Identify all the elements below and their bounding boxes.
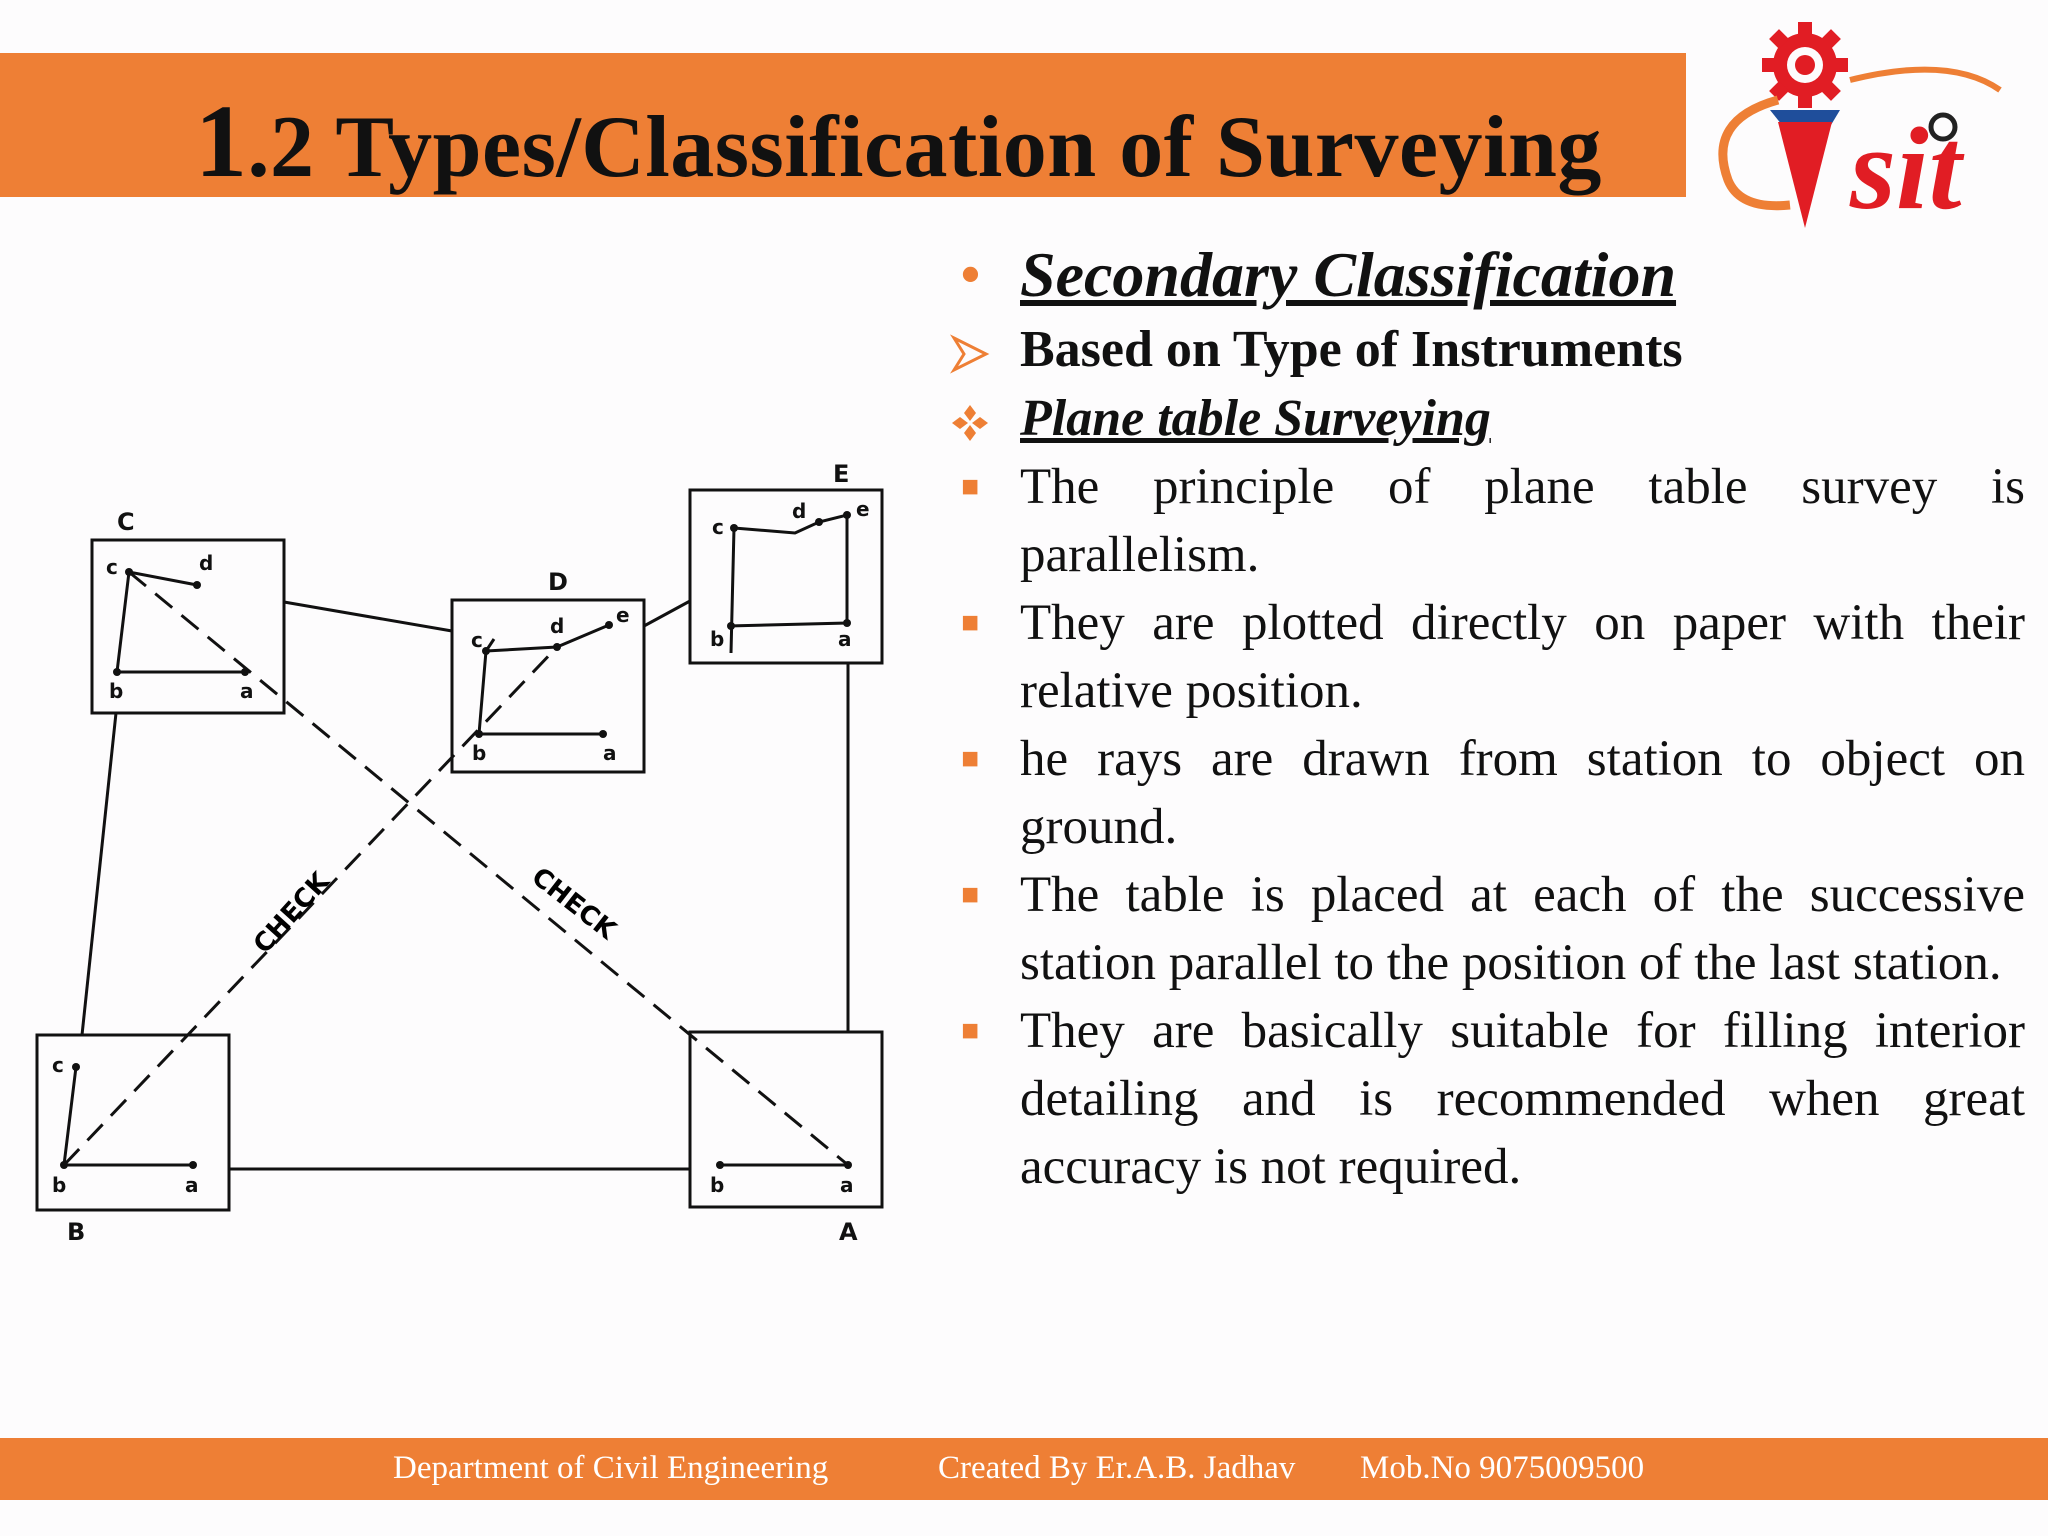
point-label: a	[603, 741, 617, 765]
logo-text: sit	[1850, 103, 1962, 234]
point-label: a	[840, 1173, 854, 1197]
square-bullet-icon: ■	[960, 606, 980, 639]
bullet-item	[940, 861, 2025, 997]
point-label: d	[792, 499, 807, 523]
point-label: c	[471, 628, 483, 652]
title-number: 1	[195, 84, 248, 199]
station-label-b: B	[67, 1218, 86, 1246]
section-heading	[940, 235, 2025, 315]
bullet-text: They are plotted directly on paper with their relative position.	[1020, 595, 2025, 719]
bullet-item	[940, 453, 2025, 589]
arrow-bullet-icon	[940, 315, 1000, 385]
bullet-text: The table is placed at each of the successive station parallel to the position of the last station.	[1020, 867, 2025, 991]
point-label: b	[710, 627, 725, 651]
point-label: a	[838, 627, 852, 651]
topic-heading	[940, 385, 2025, 453]
point-label: c	[52, 1053, 64, 1077]
point-label: c	[106, 555, 118, 579]
title-text: .2 Types/Classification of Surveying	[247, 99, 1602, 196]
subheading-text: Based on Type of Instruments	[1020, 321, 1683, 378]
point-label: b	[109, 679, 124, 703]
heading-text: Secondary Classification	[1020, 239, 1677, 310]
square-bullet-icon: ■	[960, 1014, 980, 1047]
plane-table-diagram	[20, 440, 900, 1260]
page-title	[195, 82, 1602, 201]
point-label: b	[710, 1173, 725, 1197]
bullet-item	[940, 997, 2025, 1201]
institute-logo	[1700, 10, 2012, 240]
check-label: CHECK	[247, 866, 336, 960]
square-bullet-icon: ■	[960, 470, 980, 503]
footer-bar	[0, 1438, 2048, 1500]
station-label-a: A	[839, 1218, 858, 1246]
topic-text: Plane table Surveying	[1020, 390, 1491, 447]
point-label: e	[616, 603, 630, 627]
point-label: b	[472, 741, 487, 765]
content-panel	[940, 235, 2025, 1201]
bullet-item	[940, 589, 2025, 725]
bullet-item	[940, 725, 2025, 861]
check-label: CHECK	[525, 861, 622, 946]
point-label: c	[712, 515, 724, 539]
subheading	[940, 315, 2025, 385]
gear-logo-icon	[1762, 22, 1848, 108]
bullet-text: he rays are drawn from station to object on ground.	[1020, 731, 2025, 855]
point-label: e	[856, 497, 870, 521]
check-line-ca	[129, 572, 848, 1165]
footer-author: Created By Er.A.B. Jadhav	[938, 1450, 1296, 1486]
point-label: d	[199, 551, 214, 575]
point-label: d	[550, 614, 565, 638]
diamond-bullet-icon	[940, 385, 1000, 453]
point-label: a	[185, 1173, 199, 1197]
bullet-text: They are basically suitable for filling interior detailing and is recommended when great accuracy is not required.	[1020, 1003, 2025, 1195]
bullet-text: The principle of plane table survey is parallelism.	[1020, 459, 2025, 583]
footer-mobile: Mob.No 9075009500	[1360, 1450, 1645, 1486]
footer-department: Department of Civil Engineering	[393, 1450, 829, 1486]
station-label-d: D	[548, 568, 568, 596]
station-label-c: C	[117, 508, 135, 536]
square-bullet-icon: ■	[960, 742, 980, 775]
point-label: a	[240, 679, 254, 703]
station-label-e: E	[833, 460, 850, 488]
square-bullet-icon: ■	[960, 878, 980, 911]
point-label: b	[52, 1173, 67, 1197]
bullet-dot-icon: •	[960, 244, 980, 306]
